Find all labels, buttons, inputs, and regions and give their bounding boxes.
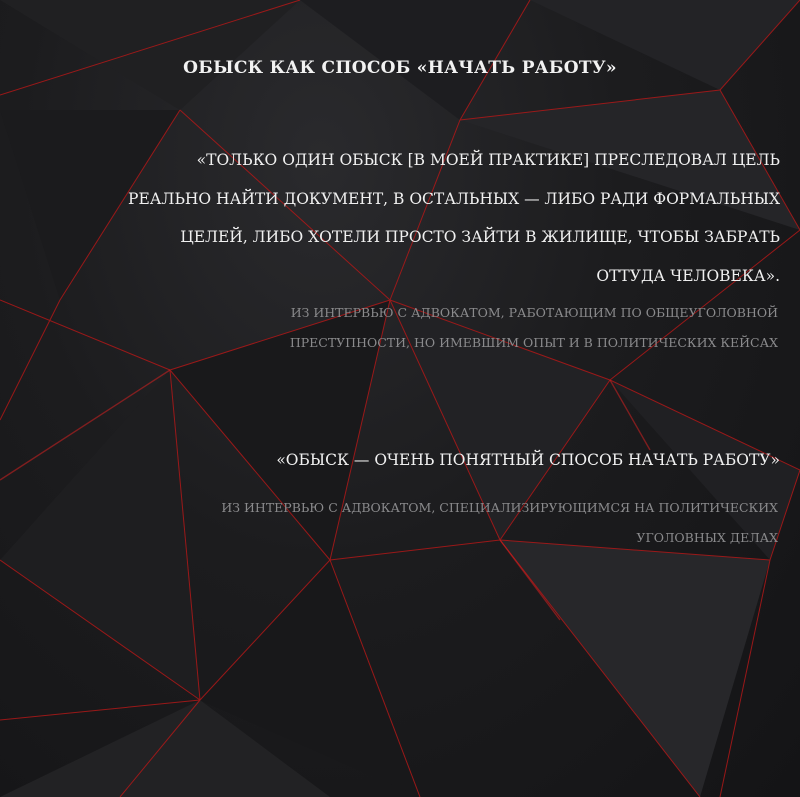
quote-1-line: ЦЕЛЕЙ, ЛИБО ХОТЕЛИ ПРОСТО ЗАЙТИ В ЖИЛИЩЕ, ЧТОБЫ ЗАБРАТЬ — [180, 228, 780, 246]
quote-1-source — [78, 298, 778, 358]
quote-2-source-line: УГОЛОВНЫХ ДЕЛАХ — [636, 530, 778, 545]
page-title: ОБЫСК КАК СПОСОБ «НАЧАТЬ РАБОТУ» — [183, 58, 617, 78]
quote-1-source-line: ИЗ ИНТЕРВЬЮ С АДВОКАТОМ, РАБОТАЮЩИМ ПО ОБЩЕУГОЛОВНОЙ — [290, 305, 778, 320]
quote-2-source-line: ИЗ ИНТЕРВЬЮ С АДВОКАТОМ, СПЕЦИАЛИЗИРУЮЩИМСЯ НА ПОЛИТИЧЕСКИХ — [221, 500, 778, 515]
quote-1-line: «ТОЛЬКО ОДИН ОБЫСК [В МОЕЙ ПРАКТИКЕ] ПРЕСЛЕДОВАЛ ЦЕЛЬ — [196, 151, 780, 169]
quote-1 — [0, 141, 780, 295]
quote-2-line: «ОБЫСК — ОЧЕНЬ ПОНЯТНЫЙ СПОСОБ НАЧАТЬ РАБОТУ» — [276, 451, 780, 469]
quote-2 — [0, 441, 780, 480]
quote-2-source — [78, 493, 778, 553]
quote-1-line: РЕАЛЬНО НАЙТИ ДОКУМЕНТ, В ОСТАЛЬНЫХ — ЛИБО РАДИ ФОРМАЛЬНЫХ — [128, 189, 780, 208]
quote-1-source-line: ПРЕСТУПНОСТИ, НО ИМЕВШИМ ОПЫТ И В ПОЛИТИЧЕСКИХ КЕЙСАХ — [289, 335, 778, 350]
quote-1-line: ОТТУДА ЧЕЛОВЕКА». — [596, 266, 780, 285]
